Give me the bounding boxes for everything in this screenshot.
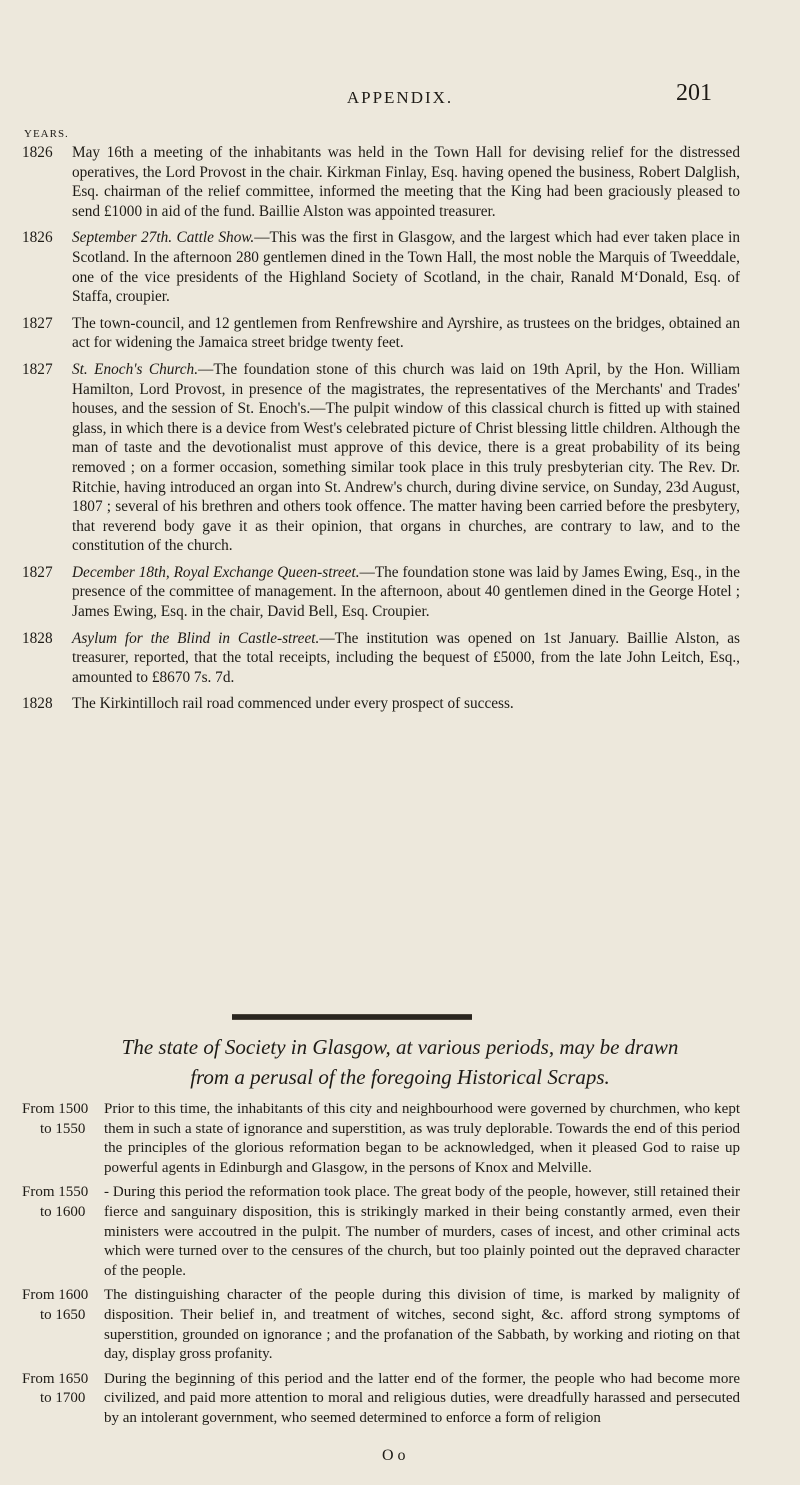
section-heading-line-1: The state of Society in Glasgow, at various periods, may be drawn [121,1035,679,1059]
years-column-label: YEARS. [24,128,69,140]
period-to: to 1650 [40,1306,86,1323]
entry-lead: September 27th. Cattle Show. [72,229,255,247]
entry-lead: December 18th, Royal Exchange Queen-street. [72,563,360,581]
entry-body: —This was the first in Glasgow, and the largest which had ever taken place in Scotland. In the afternoon 280 gentlemen dined in the Town Hall, the most noble the Marquis of Tweeddale, one of the vice presidents of the Highland Society of Scotland, in the chair, Ranald M‘Donald, Esq. of Staffa, croupier. [72,229,740,306]
entry-year: 1827 [22,563,53,581]
entry-year: 1826 [22,144,53,161]
running-head-title: APPENDIX. [346,88,454,107]
signature-mark: O o [382,1447,406,1464]
period-from: From 1500 [22,1101,89,1117]
period-to: to 1550 [40,1120,86,1137]
entry-text [72,629,740,688]
running-head [0,80,800,120]
section-heading-line-2: from a perusal of the foregoing Historical Scraps. [190,1065,610,1089]
period-entry [22,1183,740,1281]
section-divider-rule [232,1014,472,1020]
chronology-entry [22,228,740,306]
entry-year: 1826 [22,229,53,247]
period-from: From 1650 [22,1370,89,1387]
period-text: Prior to this time, the inhabitants of this city and neighbourhood were governed by churchmen, who kept them in such a state of ignorance and superstition, as was truly deplorable. Towards the end of this period the principles of the glorious reformation began to be acknowledged, when it pleased God to raise up powerful agents in Edinburgh and Glasgow, in the persons of Knox and Melville. [104,1101,740,1176]
period-entries [22,1100,740,1434]
entry-body: May 16th a meeting of the inhabitants was held in the Town Hall for devising relief for the distressed operatives, the Lord Provost in the chair. Kirkman Finlay, Esq. having opened the business, Robert Dalglish, Esq. chairman of the relief committee, informed the meeting that the King had been graciously pleased to send £1000 in aid of the fund. Baillie Alston was appointed treasurer. [72,144,740,220]
chronology-entry [22,314,740,353]
entry-text [72,360,740,556]
chronology-entry [22,694,740,714]
entry-year: 1828 [22,695,53,713]
chronology-entry [22,629,740,688]
entry-text [72,314,740,353]
chronology-entry [22,143,740,221]
page-number: 201 [676,80,712,106]
period-entry [22,1100,740,1178]
period-from: From 1600 [22,1287,89,1304]
chronology-entry [22,360,740,556]
entry-body: —The foundation stone of this church was laid on 19th April, by the Hon. William Hamilton, Lord Provost, in presence of the magistrates, the representatives of the Merchants' and Trades' houses, and the session of St. Enoch's.—The pulpit window of this classical church is fitted up with stained glass, in which there is a device from West's celebrated picture of Christ blessing little children. Although the man of taste and the devotionalist must approve of this device, there is a great probability of its being removed ; on a former occasion, something similar took place in this truly presbyterian city. The Rev. Dr. Ritchie, having introduced an organ into St. Andrew's church, during divine service, on Sunday, 23d August, 1807 ; several of his brethren and others took offence. The matter having been carried before the presbytery, that reverend body gave it as their opinion, that organs in churches, are contrary to law, and to the constitution of the church. [72,360,740,555]
chronology-entry [22,563,740,622]
period-from: From 1550 [22,1184,89,1201]
period-range [22,1100,102,1139]
entry-year: 1827 [22,314,53,332]
entry-text [72,563,740,622]
period-to: to 1600 [40,1203,86,1220]
entry-text [72,228,740,306]
entry-year: 1827 [22,360,53,378]
period-entry [22,1286,740,1364]
period-entry [22,1370,740,1429]
entry-body: The town-council, and 12 gentlemen from Renfrewshire and Ayrshire, as trustees on the bridges, obtained an act for widening the Jamaica street bridge twenty feet. [72,314,740,352]
entry-lead: St. Enoch's Church. [72,360,199,378]
period-text: The distinguishing character of the people during this division of time, is marked by malignity of disposition. Their belief in, and treatment of witches, second sight, &c. afford strong symptoms of superstition, grounded on ignorance ; and the profanation of the Sabbath, by working and rioting on that day, display gross profanity. [104,1287,740,1363]
entry-body: The Kirkintilloch rail road commenced under every prospect of success. [72,695,514,713]
entry-text [72,143,740,221]
entry-year: 1828 [22,629,53,647]
entry-text [72,694,740,714]
entry-body: —The foundation stone was laid by James Ewing, Esq., in the presence of the committee of management. In the afternoon, about 40 gentlemen dined in the George Hotel ; James Ewing, Esq. in the chair, David Bell, Esq. Croupier. [72,563,740,621]
section-heading [60,1032,740,1092]
period-range [22,1183,102,1222]
period-text: - During this period the reformation took place. The great body of the people, however, still retained their fierce and sanguinary disposition, this is strikingly marked in their being constantly armed, even their ministers were accoutred in the pulpit. The number of murders, cases of incest, and other criminal acts which were turned over to the censures of the church, but too plainly pointed out the depraved character of the people. [104,1184,740,1279]
period-range [22,1370,102,1409]
entry-body: —The institution was opened on 1st January. Baillie Alston, as treasurer, reported, that the total receipts, including the bequest of £5000, from the late John Leitch, Esq., amounted to £8670 7s. 7d. [72,629,740,686]
period-to: to 1700 [40,1390,86,1407]
chronology-entries [22,143,740,721]
period-range [22,1286,102,1325]
entry-lead: Asylum for the Blind in Castle-street. [72,629,320,647]
period-text: During the beginning of this period and the latter end of the former, the people who had become more civilized, and paid more attention to moral and religious duties, were dreadfully harassed and persecuted by an intolerant government, who seemed determined to enforce a form of religion [104,1370,740,1426]
